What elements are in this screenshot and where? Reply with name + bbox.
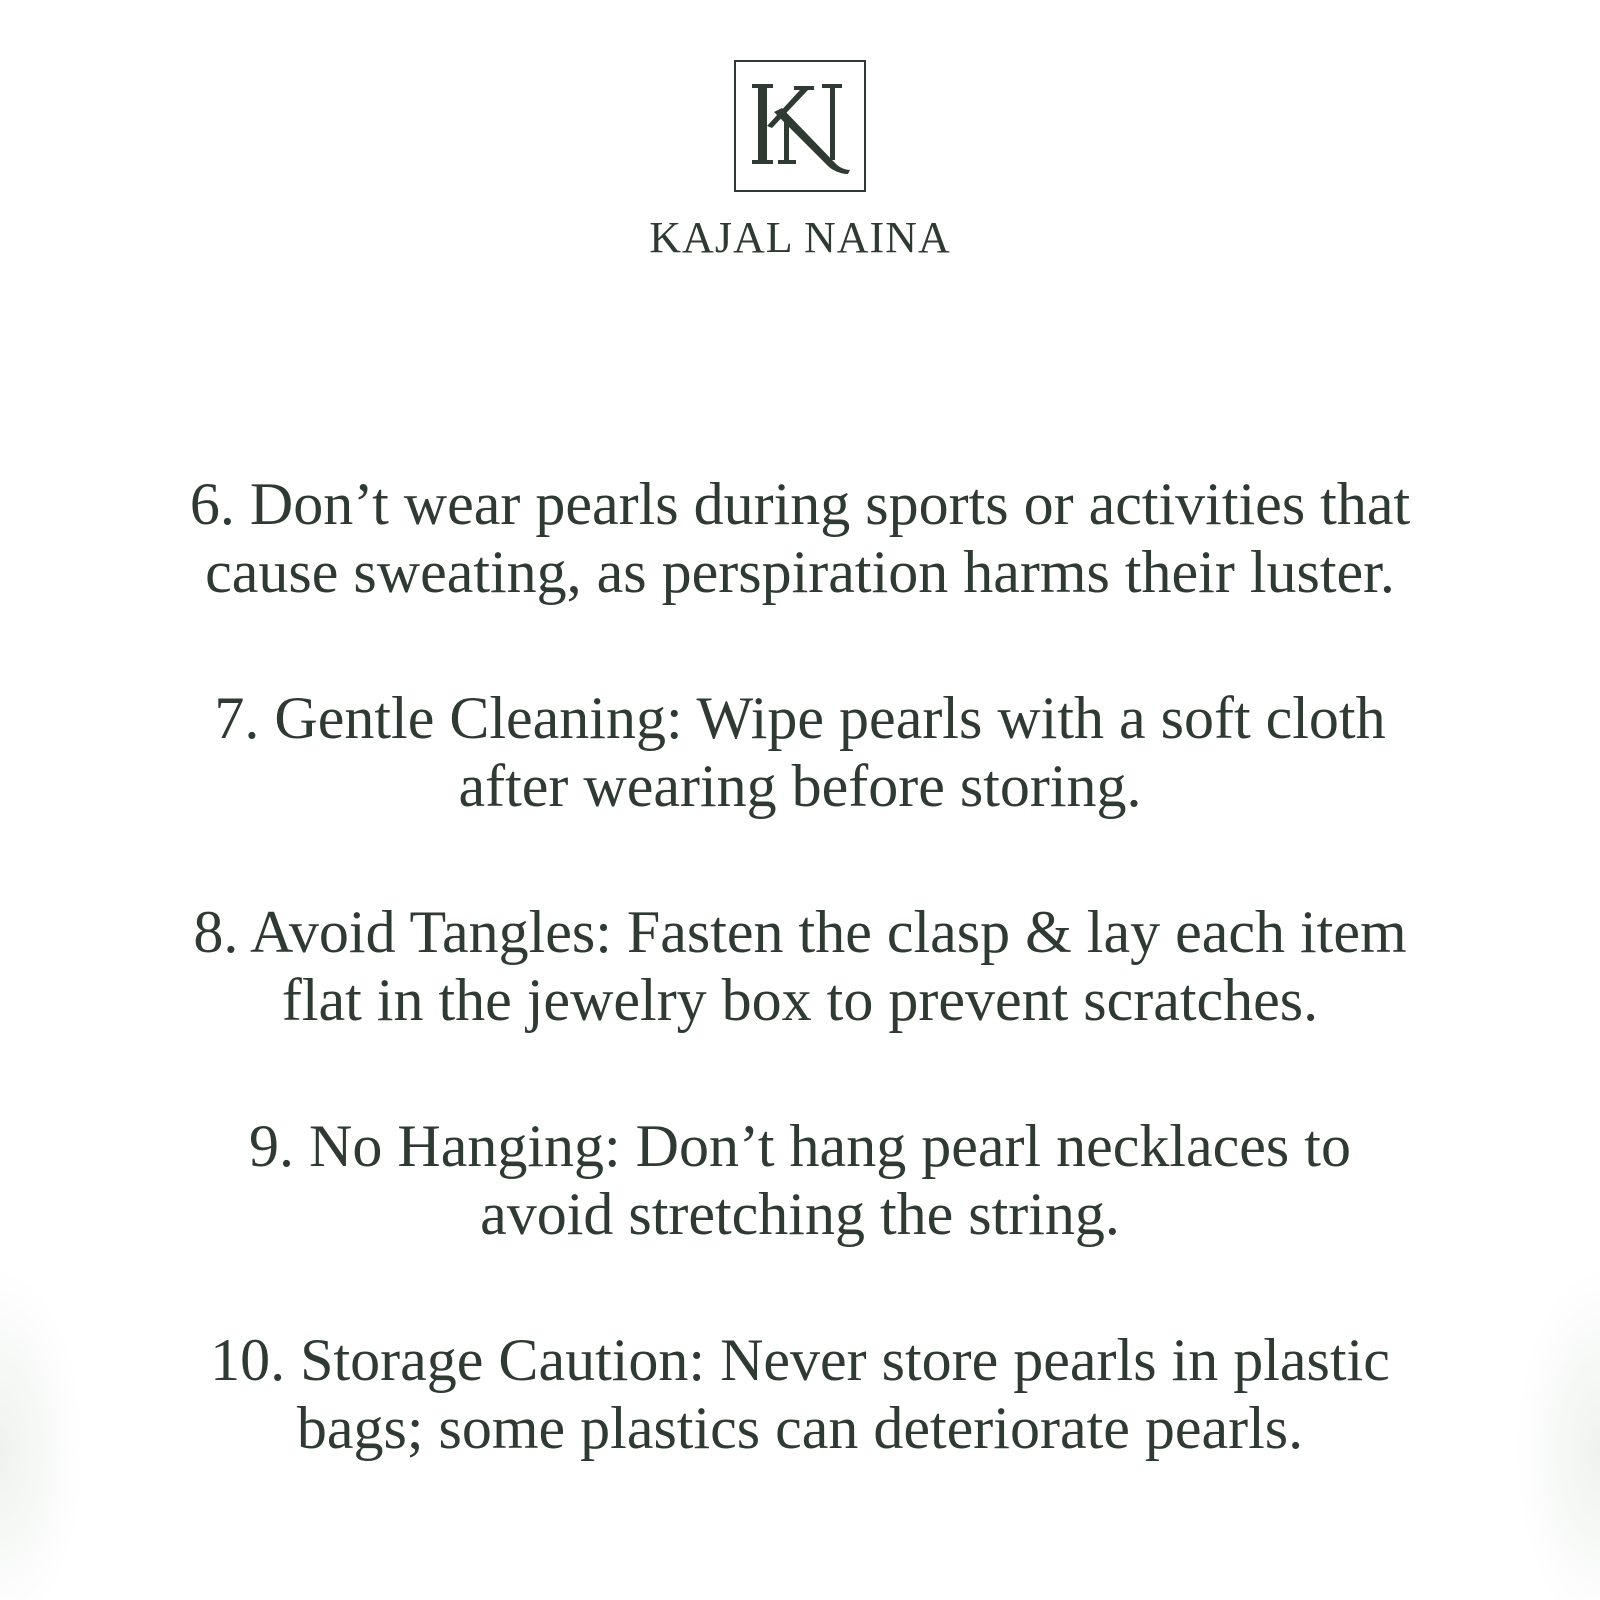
tip-text-line: cause sweating, as perspiration harms their luster. bbox=[205, 539, 1395, 605]
tip-text-line: avoid stretching the string. bbox=[480, 1181, 1120, 1247]
tip-text-line: 6. Don’t wear pearls during sports or activities that bbox=[189, 471, 1411, 537]
tip-text-line: 8. Avoid Tangles: Fasten the clasp & lay each item bbox=[193, 899, 1407, 965]
tip-item bbox=[100, 1326, 1500, 1462]
tip-text-line: 10. Storage Caution: Never store pearls in plastic bbox=[210, 1327, 1390, 1393]
tip-text-line: bags; some plastics can deteriorate pearls. bbox=[296, 1395, 1304, 1461]
brand-name: KAJAL NAINA bbox=[649, 213, 951, 262]
brand-logo bbox=[734, 60, 866, 192]
tip-text-line: flat in the jewelry box to prevent scratches. bbox=[281, 967, 1319, 1033]
care-tips-list bbox=[100, 470, 1500, 1462]
tip-item bbox=[100, 470, 1500, 606]
tip-item bbox=[100, 1112, 1500, 1248]
tip-text-line: 9. No Hanging: Don’t hang pearl necklaces to bbox=[249, 1113, 1351, 1179]
tip-item bbox=[100, 898, 1500, 1034]
tip-text-line: after wearing before storing. bbox=[458, 753, 1142, 819]
kn-monogram-icon bbox=[736, 62, 864, 190]
brand-header bbox=[0, 60, 1600, 264]
tip-item bbox=[100, 684, 1500, 820]
tip-text-line: 7. Gentle Cleaning: Wipe pearls with a soft cloth bbox=[214, 685, 1386, 751]
